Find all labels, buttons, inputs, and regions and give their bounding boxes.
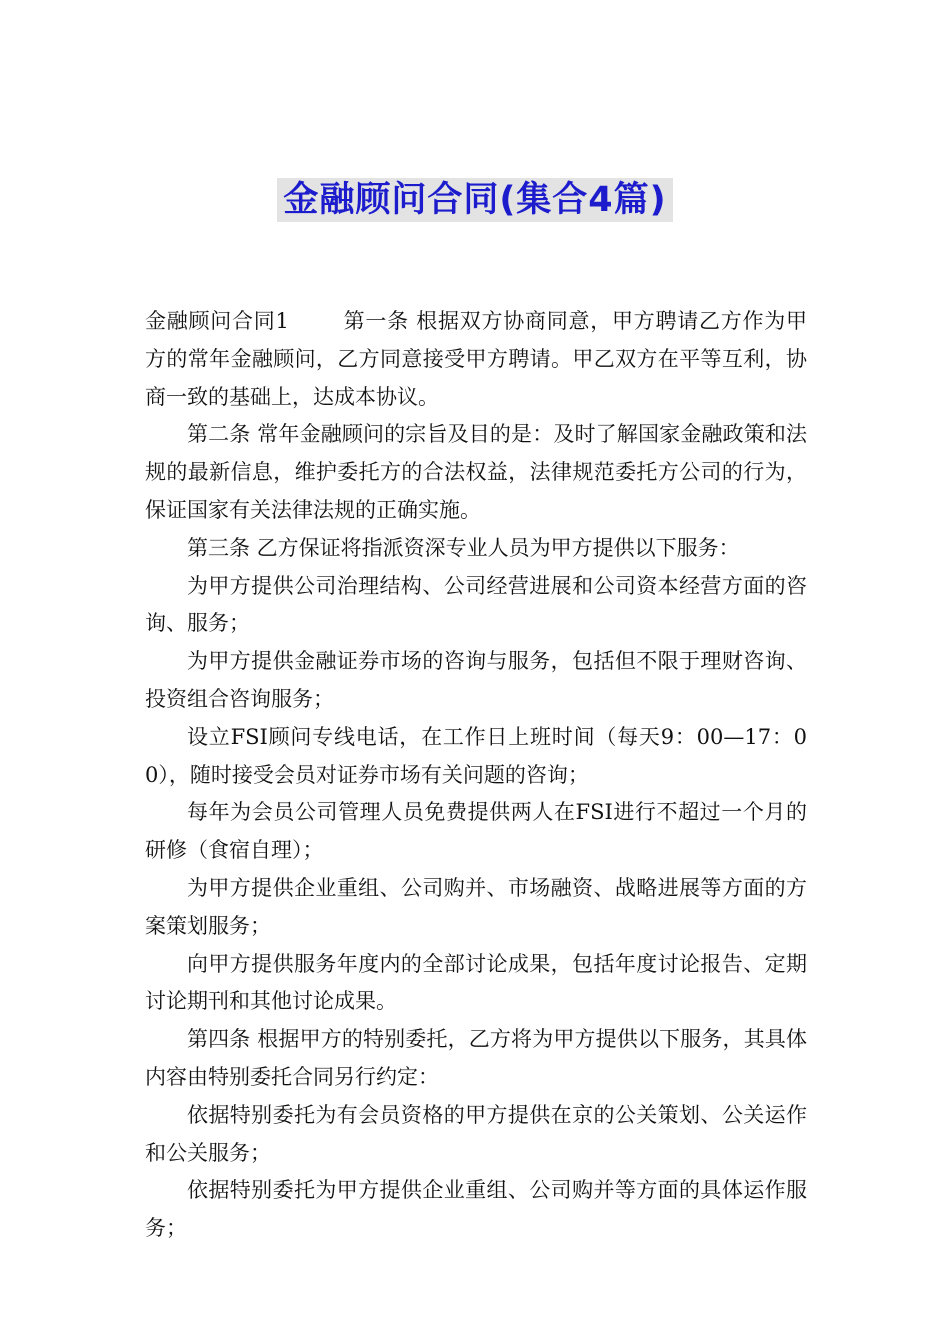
paragraph-2: 第二条 常年金融顾问的宗旨及目的是：及时了解国家金融政策和法规的最新信息，维护委托方的合法权益，法律规范委托方公司的行为，保证国家有关法律法规的正确实施。 [145,422,807,522]
paragraph-5: 为甲方提供金融证券市场的咨询与服务，包括但不限于理财咨询、投资组合咨询服务； [145,649,807,711]
paragraph-6: 设立FSI顾问专线电话，在工作日上班时间（每天9：00—17：00），随时接受会员对证券市场有关问题的咨询； [145,724,807,787]
paragraph-3: 第三条 乙方保证将指派资深专业人员为甲方提供以下服务： [187,535,740,560]
title-container [0,178,950,222]
article-1-text: 第一条 根据双方协商同意，甲方聘请乙方作为甲方的常年金融顾问，乙方同意接受甲方聘请。甲乙双方在平等互利，协商一致的基础上，达成本协议。 [145,309,807,409]
paragraph-10: 第四条 根据甲方的特别委托，乙方将为甲方提供以下服务，其具体内容由特别委托合同另行约定： [145,1027,807,1089]
paragraph-11: 依据特别委托为有会员资格的甲方提供在京的公关策划、公关运作和公关服务； [145,1102,807,1165]
paragraph-4: 为甲方提供公司治理结构、公司经营进展和公司资本经营方面的咨询、服务； [145,573,807,636]
document-title: 金融顾问合同(集合4篇) [277,178,672,222]
contract-label: 金融顾问合同1 [145,309,289,333]
paragraph-8: 为甲方提供企业重组、公司购并、市场融资、战略进展等方面的方案策划服务； [145,875,807,938]
paragraph-7: 每年为会员公司管理人员免费提供两人在FSI进行不超过一个月的研修（食宿自理）； [145,800,807,863]
paragraph-1 [145,303,807,416]
document-body [145,303,807,1248]
paragraph-9: 向甲方提供服务年度内的全部讨论成果，包括年度讨论报告、定期讨论期刊和其他讨论成果。 [145,951,807,1014]
paragraph-12: 依据特别委托为甲方提供企业重组、公司购并等方面的具体运作服务； [145,1178,807,1241]
